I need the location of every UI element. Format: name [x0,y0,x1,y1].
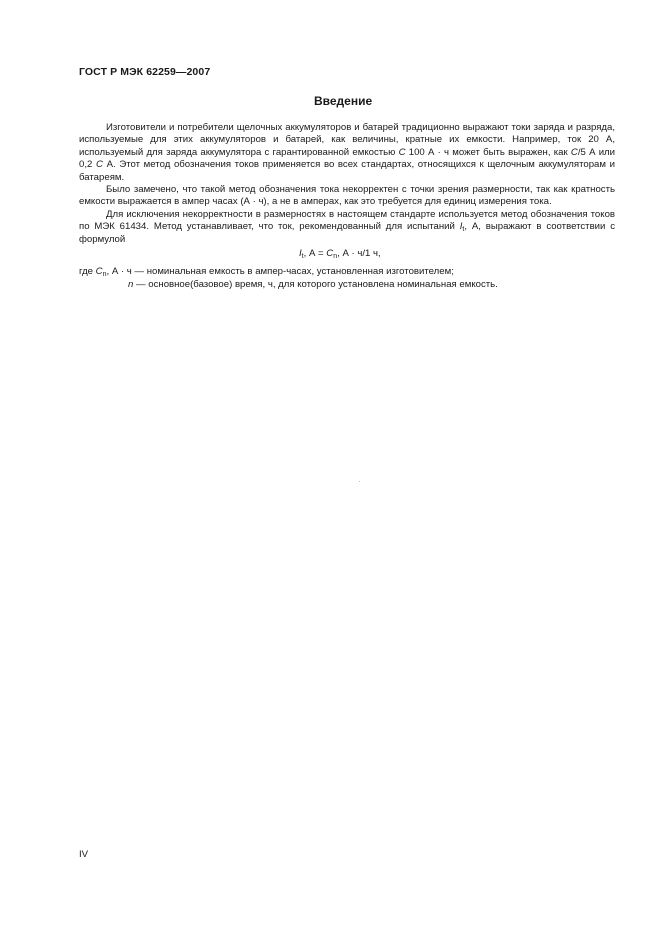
page-number: IV [79,849,89,860]
current-symbol: I [459,221,463,233]
where-prefix: где [79,266,96,278]
paragraph-3-part-a: Для исключения некорректности в размерностях в настоящем стандарте используется метод обозначения токов по МЭК 61434. Метод устанавливает, что ток, рекомендованный для испытаний [79,208,615,233]
paragraph-1-part-a: Изготовители и потребители щелочных аккумуляторов и батарей традиционно выражают токи заряда и разряда, используемые для этих аккумуляторов и батарей, как величины, кратные их емкости. Например, ток 20 А, используемый для заряда аккумулятора с гарантированной емкостью [79,122,615,158]
where-n: n [128,278,134,290]
formula-current: I [299,248,302,260]
capacity-symbol: C [570,146,578,158]
capacity-symbol: C [398,146,406,158]
where-line-1-text: , А · ч — номинальная емкость в ампер-часах, установленная изготовителем; [106,266,454,278]
where-line-2 [79,279,615,291]
where-line-2-text: — основное(базовое) время, ч, для которого установлена номинальная емкость. [133,278,498,290]
formula-tail: , А · ч/1 ч, [337,248,381,260]
formula-current-subscript: t [301,253,304,261]
capacity-symbol: C [96,159,103,171]
paragraph-3 [79,209,615,246]
scan-dot [359,481,360,482]
where-line-1 [79,266,615,278]
where-capacity-subscript: n [102,271,107,279]
paragraph-1-part-c: /5 А или 0,2 [79,146,616,171]
formula-capacity-subscript: n [333,253,338,261]
formula-capacity: C [326,248,334,260]
paragraph-3-part-b: , А, выражают в соответствии с формулой [79,221,616,245]
section-title: Введение [314,94,373,108]
formula-equals: , А = [303,248,327,260]
where-capacity: C [95,266,103,278]
body-text [79,122,615,291]
current-subscript: t [462,226,465,234]
document-header: ГОСТ Р МЭК 62259—2007 [79,66,211,78]
formula [79,248,615,260]
paragraph-1 [79,122,615,184]
paragraph-1-part-d: А. Этот метод обозначения токов применяется во всех стандартах, относящихся к щелочным аккумуляторам и батареям. [79,159,615,183]
paragraph-1-part-b: 100 А · ч может быть выражен, как [405,146,568,158]
paragraph-2: Было замечено, что такой метод обозначения тока некорректен с точки зрения размерности, так как кратность емкости выражается в ампер часах (А · ч), а не в амперах, как это требуется для единиц измерения тока. [79,184,615,208]
